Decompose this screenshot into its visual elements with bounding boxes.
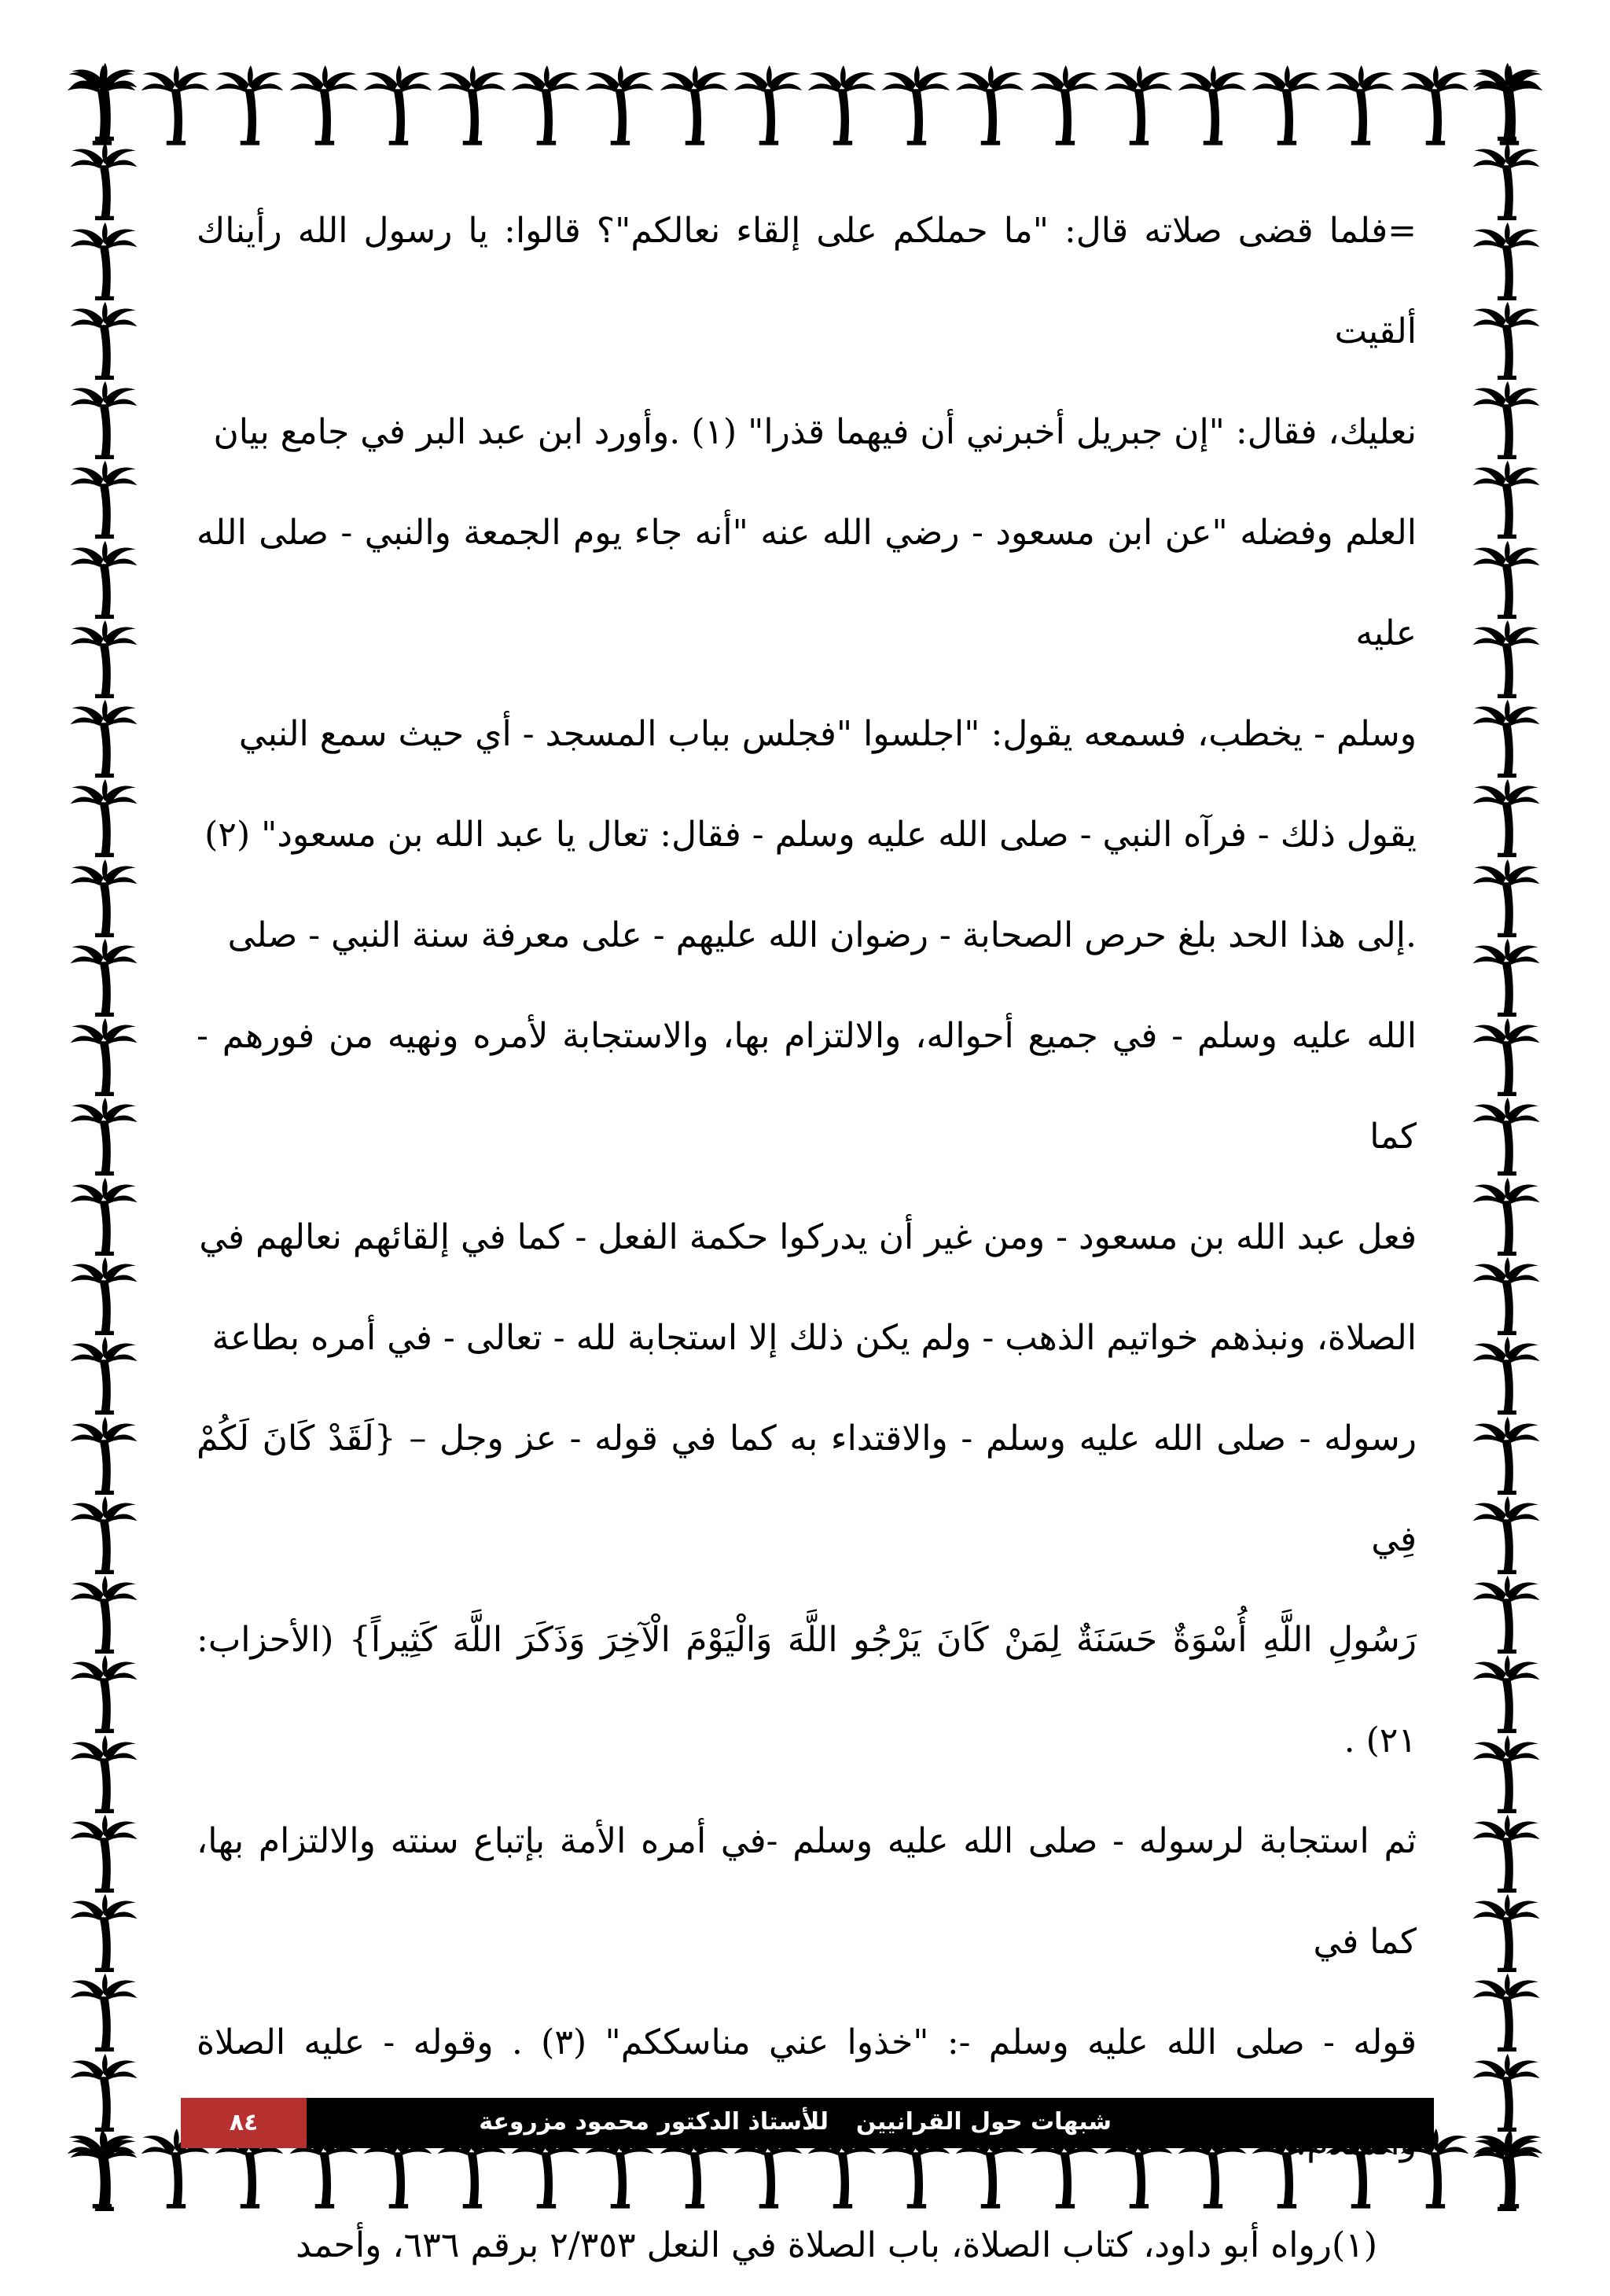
palm-tree-icon: [67, 61, 141, 141]
text-line: العلم وفضله "عن ابن مسعود - رضي الله عنه "أنه جاء يوم الجمعة والنبي - صلى الله عليه: [197, 513, 1417, 653]
palm-tree-icon: [1469, 1574, 1543, 1654]
palm-tree-icon: [1398, 64, 1472, 145]
palm-tree-icon: [67, 1017, 141, 1096]
palm-tree-icon: [1469, 1654, 1543, 1733]
border-left: [64, 61, 143, 2211]
palm-tree-icon: [67, 1654, 141, 1733]
palm-tree-icon: [879, 64, 953, 145]
palm-tree-icon: [1469, 937, 1543, 1017]
text-line: فعل عبد الله بن مسعود - ومن غير أن يدركوا حكمة الفعل - كما في إلقائهم نعالهم في: [199, 1217, 1417, 1257]
palm-tree-icon: [67, 300, 141, 380]
palm-tree-icon: [1469, 300, 1543, 380]
text-line: ثم استجابة لرسوله - صلى الله عليه وسلم -في أمره الأمة بإتباع سنته والالتزام بها، كما في: [197, 1821, 1417, 1962]
text-line: يقول ذلك - فرآه النبي - صلى الله عليه وسلم - فقال: تعال يا عبد الله بن مسعود" (٢): [204, 815, 1417, 855]
palm-tree-icon: [1469, 1813, 1543, 1893]
footer-bar: [181, 2098, 1434, 2148]
text-line: وسلم - يخطب، فسمعه يقول: "اجلسوا "فجلس بباب المسجد - أي حيث سمع النبي: [238, 714, 1417, 754]
text-line: الصلاة، ونبذهم خواتيم الذهب - ولم يكن ذلك إلا استجابة لله - تعالى - في أمره بطاعة: [211, 1318, 1417, 1358]
text-line: .إلى هذا الحد بلغ حرص الصحابة - رضوان الله عليهم - على معرفة سنة النبي - صلى: [227, 915, 1417, 955]
text-line: الله عليه وسلم - في جميع أحواله، والالتزام بها، والاستجابة لأمره ونهيه من فورهم - كما: [197, 1016, 1417, 1157]
palm-tree-icon: [1469, 141, 1543, 220]
palm-tree-icon: [67, 698, 141, 778]
palm-tree-icon: [212, 64, 286, 145]
palm-tree-icon: [67, 221, 141, 300]
palm-tree-icon: [1469, 1495, 1543, 1574]
palm-tree-icon: [67, 380, 141, 459]
palm-tree-icon: [67, 539, 141, 619]
palm-tree-icon: [1469, 1256, 1543, 1335]
palm-tree-icon: [1469, 380, 1543, 459]
palm-tree-icon: [953, 64, 1027, 145]
palm-tree-icon: [287, 64, 361, 145]
palm-tree-icon: [1469, 539, 1543, 619]
palm-tree-icon: [67, 1335, 141, 1415]
page-number: ٨٤: [181, 2098, 307, 2148]
palm-tree-icon: [67, 937, 141, 1017]
palm-tree-icon: [1469, 2132, 1543, 2211]
palm-tree-icon: [67, 1415, 141, 1495]
palm-tree-icon: [1469, 1096, 1543, 1176]
palm-tree-icon: [1469, 858, 1543, 937]
border-top: [64, 61, 1546, 148]
palm-tree-icon: [67, 2132, 141, 2211]
text-line: رسوله - صلى الله عليه وسلم - والاقتداء به كما في قوله - عز وجل – {لَقَدْ كَانَ لَكُمْ فِي: [197, 1418, 1417, 1559]
palm-tree-icon: [1469, 459, 1543, 539]
palm-tree-icon: [1469, 1734, 1543, 1813]
palm-tree-icon: [1469, 698, 1543, 778]
palm-tree-icon: [67, 1574, 141, 1654]
palm-tree-icon: [435, 64, 509, 145]
palm-tree-icon: [1101, 64, 1175, 145]
palm-tree-icon: [67, 1893, 141, 1972]
footer-author: للأستاذ الدكتور محمود مزروعة: [479, 2108, 829, 2136]
palm-tree-icon: [1469, 221, 1543, 300]
palm-tree-icon: [1469, 1972, 1543, 2051]
palm-tree-icon: [67, 1495, 141, 1574]
palm-tree-icon: [1469, 2052, 1543, 2132]
palm-tree-icon: [138, 64, 212, 145]
palm-tree-icon: [805, 64, 879, 145]
palm-tree-icon: [509, 64, 583, 145]
footnote: (١)رواه أبو داود، كتاب الصلاة، باب الصلاة في النعل ٢/٣٥٣ برقم ٦٣٦، وأحمد: [296, 2225, 1377, 2265]
palm-tree-icon: [583, 64, 656, 145]
footer-book-title: شبهات حول القرانيين: [855, 2108, 1112, 2136]
palm-tree-icon: [1469, 1335, 1543, 1415]
text-line: نعليك، فقال: "إن جبريل أخبرني أن فيهما قذرا" (١) .وأورد ابن عبد البر في جامع بيان: [213, 412, 1417, 452]
palm-tree-icon: [1323, 64, 1397, 145]
palm-tree-icon: [67, 778, 141, 857]
palm-tree-icon: [1027, 64, 1101, 145]
palm-tree-icon: [1175, 64, 1249, 145]
palm-tree-icon: [1249, 64, 1323, 145]
palm-tree-icon: [67, 1734, 141, 1813]
palm-tree-icon: [1469, 1893, 1543, 1972]
palm-tree-icon: [1469, 61, 1543, 141]
text-line: رَسُولِ اللَّهِ أُسْوَةٌ حَسَنَةٌ لِمَنْ كَانَ يَرْجُو اللَّهَ وَالْيَوْمَ الْآخِرَ وَذَكَرَ اللَّهَ كَثِيراً} (الأحزاب: ٢١) .: [197, 1620, 1417, 1761]
border-right: [1467, 61, 1546, 2211]
text-line: قوله - صلى الله عليه وسلم -: "خذوا عني مناسككم" (٣) . وقوله - عليه الصلاة: [197, 2022, 1417, 2062]
palm-tree-icon: [1469, 778, 1543, 857]
palm-tree-icon: [1469, 1176, 1543, 1256]
palm-tree-icon: [67, 858, 141, 937]
text-line: =فلما قضى صلاته قال: "ما حملكم على إلقاء نعالكم"؟ قالوا: يا رسول الله رأيناك ألقيت: [197, 211, 1417, 351]
palm-tree-icon: [67, 459, 141, 539]
palm-tree-icon: [67, 1256, 141, 1335]
palm-tree-icon: [1469, 619, 1543, 698]
palm-tree-icon: [67, 1096, 141, 1176]
palm-tree-icon: [67, 2052, 141, 2132]
palm-tree-icon: [657, 64, 731, 145]
palm-tree-icon: [361, 64, 435, 145]
palm-tree-icon: [731, 64, 805, 145]
palm-tree-icon: [67, 619, 141, 698]
page-body: [197, 181, 1417, 2296]
palm-tree-icon: [67, 141, 141, 220]
palm-tree-icon: [1469, 1415, 1543, 1495]
palm-tree-icon: [67, 1813, 141, 1893]
palm-tree-icon: [67, 1176, 141, 1256]
palm-tree-icon: [1469, 1017, 1543, 1096]
palm-tree-icon: [67, 1972, 141, 2051]
